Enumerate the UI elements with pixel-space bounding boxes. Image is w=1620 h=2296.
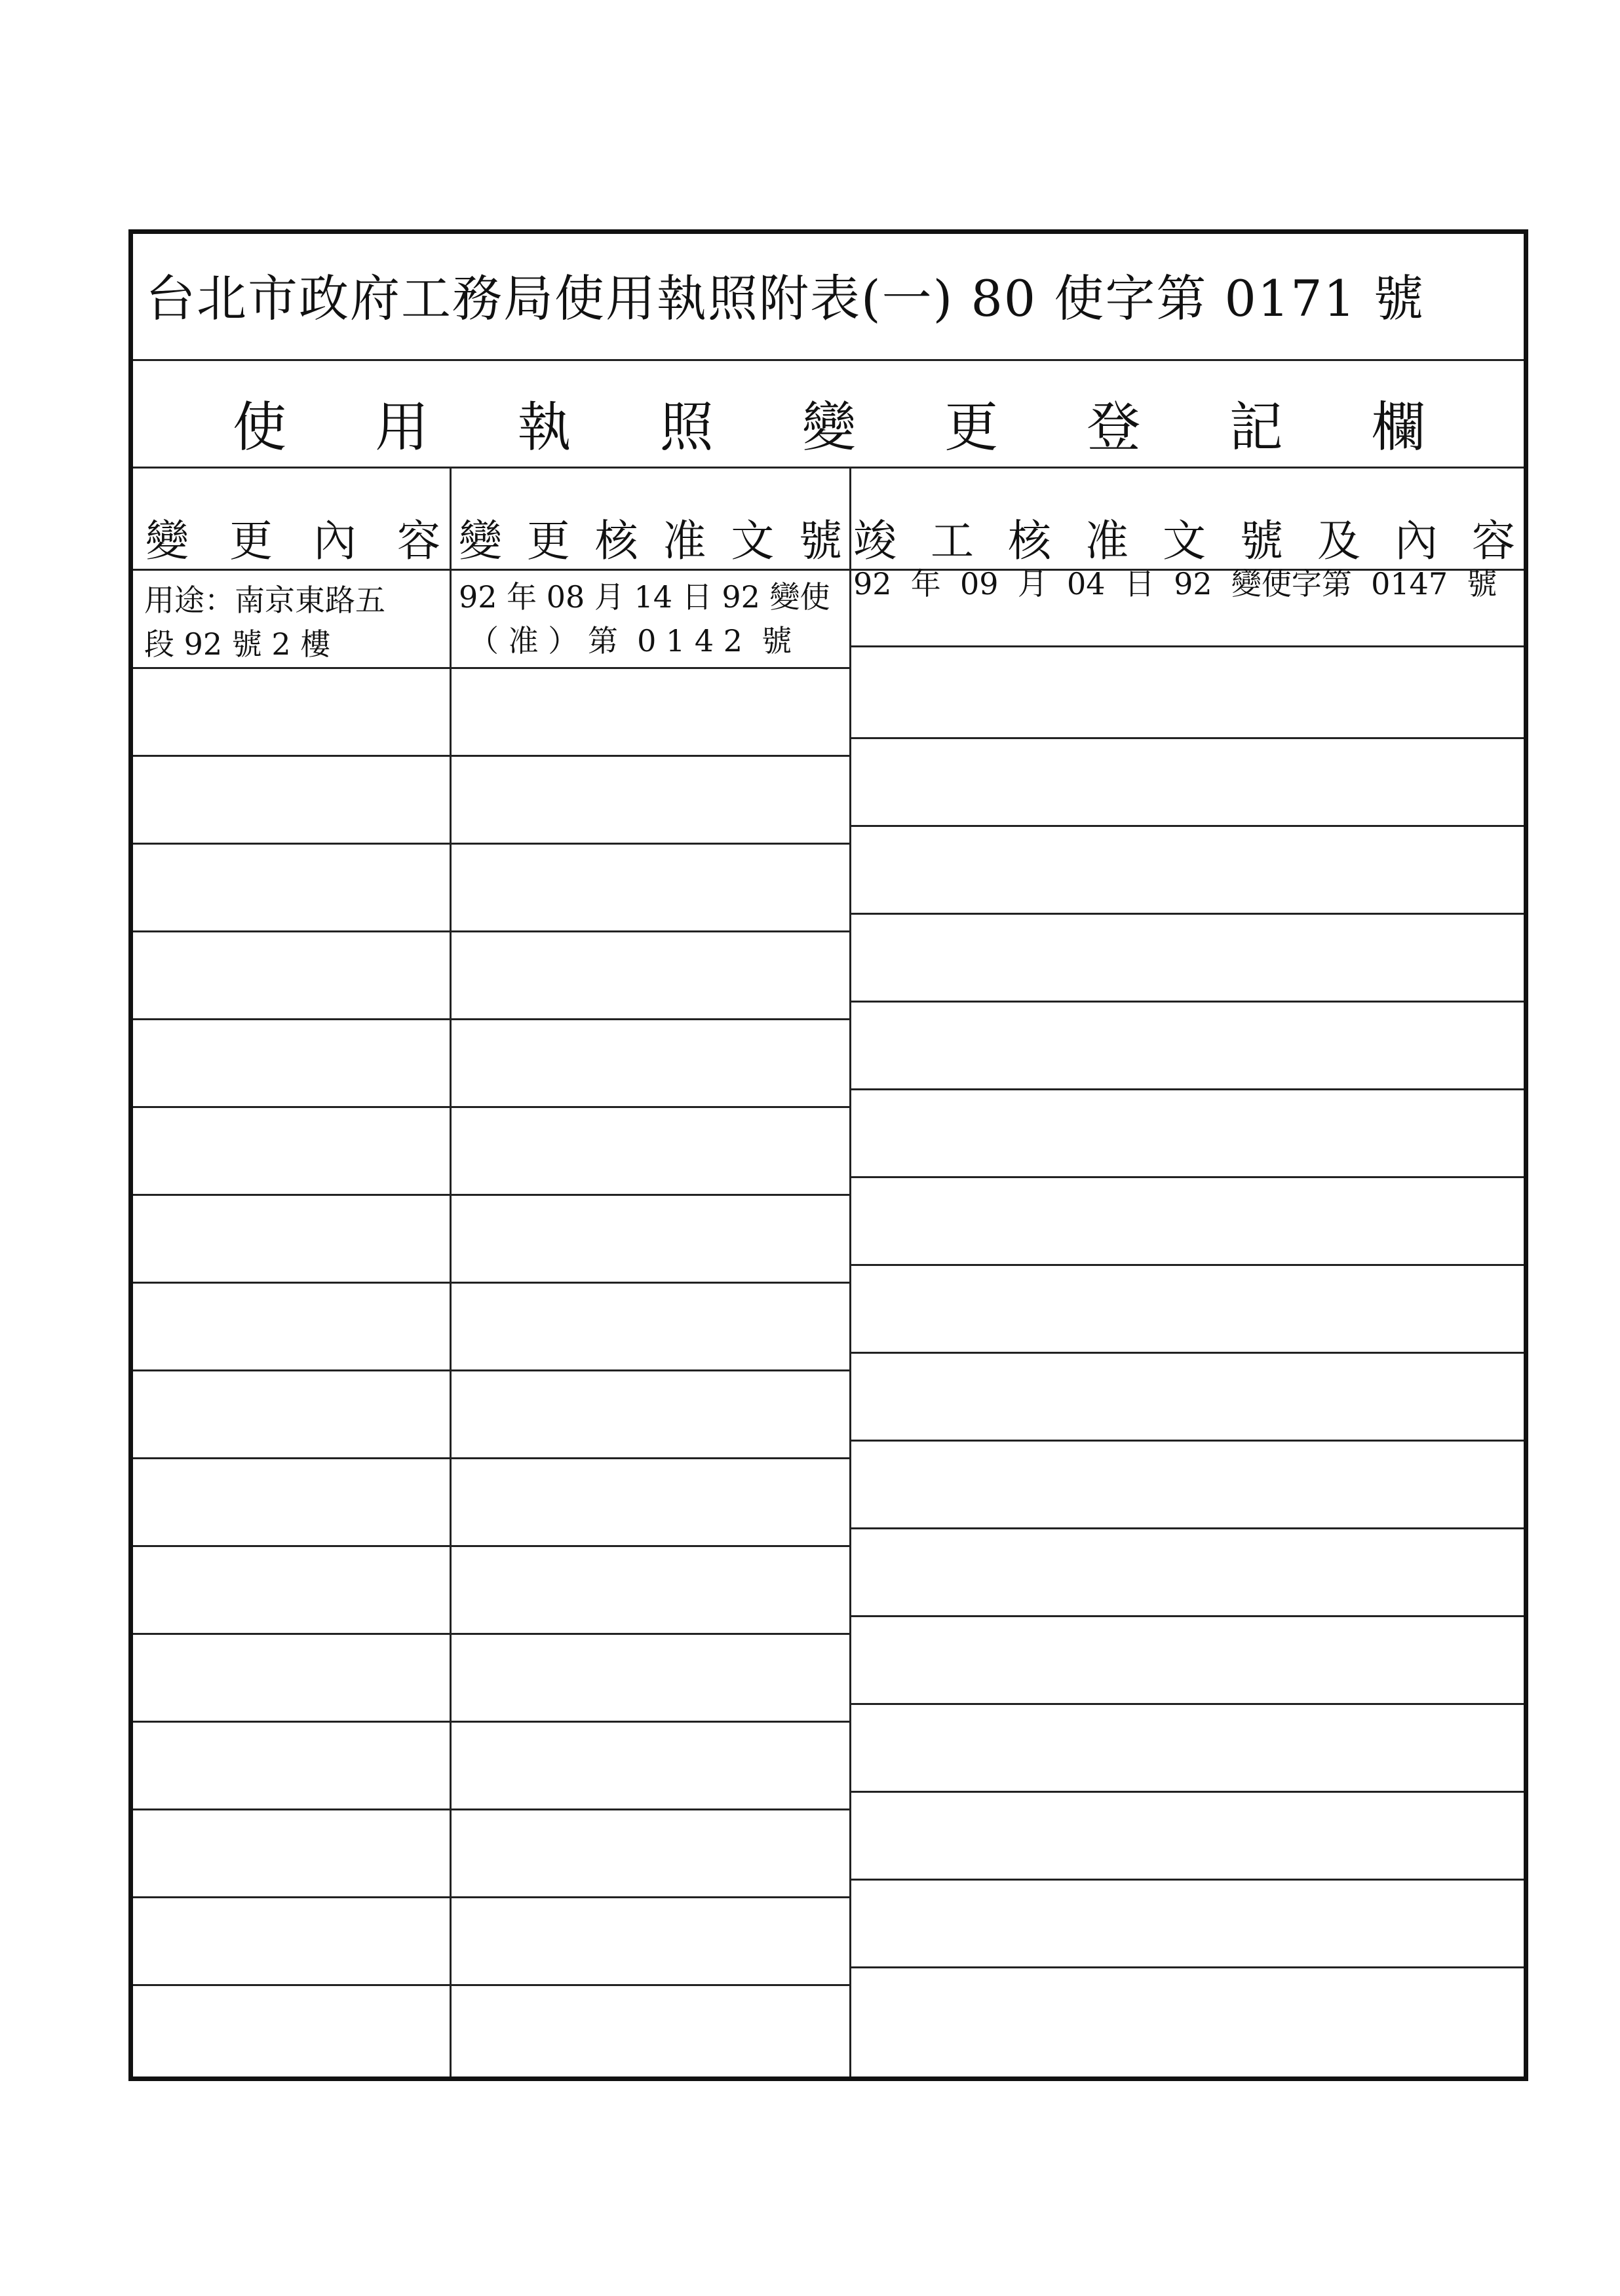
subtitle-char: 登: [1087, 396, 1141, 459]
column-header-char: 文: [1163, 516, 1206, 566]
column-header-char: 號: [1240, 516, 1283, 566]
row-divider-left: [133, 755, 849, 757]
form-subtitle: [233, 396, 1425, 459]
row-divider-right: [849, 1527, 1524, 1529]
row-1-approval-line-2: （ 准 ） 第 0 1 4 2 號: [469, 623, 792, 659]
row-divider-right: [849, 1440, 1524, 1442]
subtitle-char: 更: [944, 396, 999, 459]
row-divider-left: [133, 843, 849, 845]
column-header-char: 工: [931, 516, 974, 566]
column-header-char: 變: [459, 516, 502, 566]
column-header-char: 變: [145, 516, 189, 566]
row-divider-right: [849, 1264, 1524, 1266]
subtitle-char: 欄: [1371, 396, 1425, 459]
column-header-char: 核: [594, 516, 638, 566]
column-header-change-content: [145, 516, 440, 566]
row-divider-left: [133, 1369, 849, 1371]
column-header-char: 核: [1008, 516, 1051, 566]
column-divider-2: [849, 467, 851, 2076]
column-header-change-approval-no: [459, 516, 842, 566]
row-divider-right: [849, 1703, 1524, 1705]
row-1-content-line-1: 用途：南京東路五: [144, 583, 385, 618]
row-divider-right: [849, 1615, 1524, 1617]
column-header-char: 竣: [853, 516, 897, 566]
title-divider: [133, 359, 1524, 361]
column-header-char: 准: [663, 516, 706, 566]
column-header-char: 內: [313, 516, 357, 566]
row-1-completion-line-1: 92 年 09 月 04 日 92 變使字第 0147 號: [853, 566, 1497, 602]
row-divider-left: [133, 1633, 849, 1635]
column-header-char: 更: [526, 516, 570, 566]
subtitle-char: 使: [233, 396, 287, 459]
column-header-char: 准: [1085, 516, 1128, 566]
row-1-approval-line-1: 92 年 08 月 14 日 92 變使: [459, 579, 830, 615]
form-outer-border: [128, 229, 1528, 2081]
column-header-completion-approval: [853, 516, 1515, 566]
row-divider-right: [849, 1791, 1524, 1793]
form-title: 台北市政府工務局使用執照附表(一) 80 使字第 0171 號: [145, 269, 1425, 328]
subtitle-char: 照: [659, 396, 714, 459]
row-divider-left: [133, 1106, 849, 1108]
row-divider-right: [849, 1352, 1524, 1354]
column-header-char: 容: [1472, 516, 1515, 566]
subtitle-char: 執: [517, 396, 571, 459]
row-divider-right: [849, 913, 1524, 915]
row-divider-left: [133, 1545, 849, 1547]
row-divider-left: [133, 1984, 849, 1986]
row-divider-left: [133, 1282, 849, 1284]
column-header-char: 內: [1395, 516, 1438, 566]
row-divider-right: [849, 825, 1524, 827]
subtitle-divider: [133, 467, 1524, 469]
row-divider-left: [133, 1808, 849, 1810]
row-divider-left: [133, 1194, 849, 1196]
subtitle-char: 用: [375, 396, 429, 459]
row-divider-left: [133, 1721, 849, 1723]
column-header-char: 容: [397, 516, 440, 566]
row-divider-left: [133, 930, 849, 932]
row-divider-left: [133, 1896, 849, 1898]
row-divider-left: [133, 1018, 849, 1020]
row-divider-right: [849, 1176, 1524, 1178]
column-header-char: 號: [798, 516, 842, 566]
row-divider-right: [849, 1088, 1524, 1090]
column-header-char: 更: [229, 516, 273, 566]
row-divider-right: [849, 1001, 1524, 1003]
row-1-divider: [133, 667, 849, 669]
column-divider-1: [450, 467, 452, 2076]
row-1-content-line-2: 段 92 號 2 樓: [144, 626, 331, 662]
row-divider-right: [849, 737, 1524, 739]
column-header-char: 文: [731, 516, 775, 566]
row-divider-right: [849, 1879, 1524, 1881]
row-1-divider: [849, 645, 1524, 647]
subtitle-char: 變: [801, 396, 856, 459]
row-divider-left: [133, 1457, 849, 1459]
column-header-char: 及: [1317, 516, 1360, 566]
subtitle-char: 記: [1229, 396, 1283, 459]
row-divider-right: [849, 1966, 1524, 1968]
